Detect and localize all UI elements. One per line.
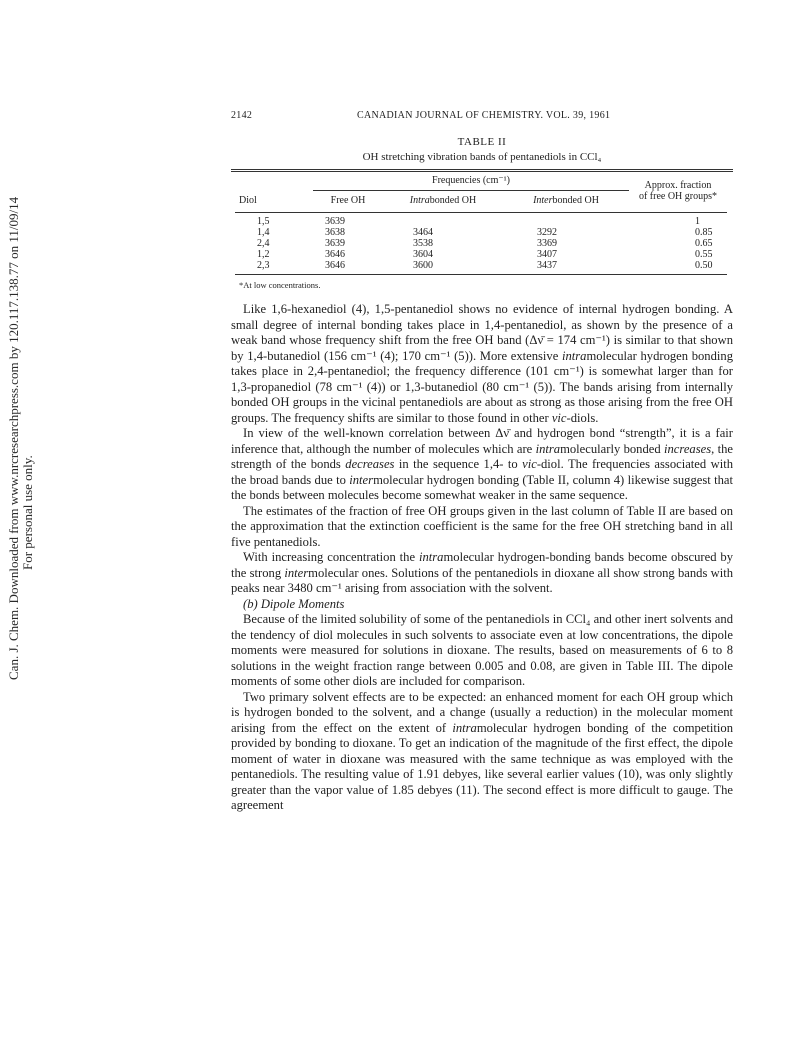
personal-use-watermark-line: For personal use only. bbox=[20, 455, 35, 570]
intra-prefix: Intra bbox=[409, 195, 430, 206]
inter-suffix: bonded OH bbox=[552, 195, 599, 206]
table-row bbox=[235, 216, 727, 227]
diol-cell: 1,4 bbox=[257, 227, 270, 238]
diol-column-header: Diol bbox=[239, 194, 257, 206]
inter-prefix: Inter bbox=[533, 195, 553, 206]
fraction-header-line-2: of free OH groups* bbox=[638, 190, 718, 202]
oh-bands-table bbox=[235, 172, 727, 275]
table-caption: OH stretching vibration bands of pentanediols in CCl₄ bbox=[362, 151, 602, 163]
paragraph: The estimates of the fraction of free OH groups given in the last column of Table II are based on the approximation that the extinction coefficient is the same for the free OH stretching band in all five pentanediols. bbox=[231, 503, 733, 549]
table-row bbox=[235, 249, 727, 260]
journal-page bbox=[231, 110, 733, 814]
intrabonded-cell: 3604 bbox=[413, 249, 433, 260]
diol-cell: 2,4 bbox=[257, 238, 270, 249]
intrabonded-cell: 3464 bbox=[413, 227, 433, 238]
intrabonded-cell bbox=[383, 216, 503, 227]
paragraph: With increasing concentration the intramolecular hydrogen-bonding bands become obscured by the strong intermolecular ones. Solutions of the pentanediols in dioxane all show strong bands with peaks near 3480 cm⁻¹ arising from association with the solvent. bbox=[231, 550, 733, 595]
interbonded-cell bbox=[503, 216, 629, 227]
table-footnote: *At low concentrations. bbox=[239, 280, 321, 290]
interbonded-column-header bbox=[503, 191, 629, 210]
interbonded-cell: 3292 bbox=[537, 227, 557, 238]
fraction-cell: 0.55 bbox=[695, 249, 713, 260]
frequencies-group-header: Frequencies (cm⁻¹) bbox=[432, 175, 510, 186]
download-watermark-line: Can. J. Chem. Downloaded from www.nrcresearchpress.com by 120.117.138.77 on 11/09/14 bbox=[6, 196, 21, 680]
interbonded-cell: 3437 bbox=[537, 260, 557, 271]
paragraph: Because of the limited solubility of some of the pentanediols in CCl₄ and other inert solvents and the tendency of diol molecules in such solvents to associate even at low concentrations, the dipole moments were measured for solutions in dioxane. The results, based on measurements of 6 to 8 solutions in the weight fraction range between 0.005 and 0.08, are given in Table III. The dipole moments of some other diols are included for comparison. bbox=[231, 612, 733, 688]
fraction-header-line-1: Approx. fraction bbox=[644, 179, 712, 191]
table-row bbox=[235, 238, 727, 249]
paragraph: In view of the well-known correlation between Δν̄ and hydrogen bond “strength”, it is a fair inference that, although the number of molecules which are intramolecularly bonded increases, the strength of the bonds decreases in the sequence 1,4- to vic-diol. The frequencies associated with the broad bands due to intermolecular hydrogen bonding (Table II, column 4) likewise suggest that the bonds between molecules become somewhat weaker in the same sequence. bbox=[231, 426, 733, 502]
free-oh-cell: 3639 bbox=[325, 238, 345, 249]
table-row bbox=[235, 260, 727, 271]
paragraph: Two primary solvent effects are to be expected: an enhanced moment for each OH group which is hydrogen bonded to the solvent, and a change (usually a reduction) in the molecular moment arising from the effect on the extent of intramolecular hydrogen bonding of the competition provided by bonding to dioxane. To get an indication of the magnitude of the first effect, the dipole moment of water in dioxane was measured with the same technique as was employed with the pentanediols. The resulting value of 1.91 debyes, like several earlier values (10), was only slightly greater than the vapor value of 1.85 debyes (11). The second effect is more difficult to gauge. The agreement bbox=[231, 689, 733, 812]
paragraph: Like 1,6-hexanediol (4), 1,5-pentanediol shows no evidence of internal hydrogen bonding. A small degree of internal bonding takes place in 1,4-pentanediol, as shown by the presence of a weak band whose frequency shift from the free OH band (Δν̄ = 174 cm⁻¹) is similar to that shown by 1,4-butanediol (156 cm⁻¹ (4); 170 cm⁻¹ (5)). More extensive intramolecular hydrogen bonding takes place in 2,4-pentanediol; the frequency difference (101 cm⁻¹) is somewhat larger than for 1,3-propanediol (78 cm⁻¹ (4)) or 1,3-butanediol (80 cm⁻¹ (5)). The bands arising from internally bonded OH groups in the vicinal pentanediols are about as strong as those arising from the free OH groups. The frequency shifts are similar to those found in other vic-diols. bbox=[231, 302, 733, 425]
running-head bbox=[231, 110, 733, 126]
table-title: TABLE II bbox=[457, 136, 507, 148]
fraction-cell: 1 bbox=[695, 216, 700, 227]
diol-cell: 2,3 bbox=[257, 260, 270, 271]
fraction-cell: 0.50 bbox=[695, 260, 713, 271]
free-oh-cell: 3639 bbox=[325, 216, 345, 227]
download-watermark bbox=[2, 140, 46, 1040]
article-body bbox=[231, 302, 733, 814]
fraction-cell: 0.65 bbox=[695, 238, 713, 249]
table-header-row-1 bbox=[235, 172, 727, 186]
table-bottom-rule bbox=[235, 271, 727, 275]
free-oh-cell: 3638 bbox=[325, 227, 345, 238]
intrabonded-column-header bbox=[383, 191, 503, 210]
intrabonded-cell: 3600 bbox=[413, 260, 433, 271]
intrabonded-cell: 3538 bbox=[413, 238, 433, 249]
diol-cell: 1,2 bbox=[257, 249, 270, 260]
interbonded-cell: 3369 bbox=[537, 238, 557, 249]
free-oh-column-header: Free OH bbox=[330, 195, 366, 206]
section-subheading: (b) Dipole Moments bbox=[243, 596, 345, 611]
intra-suffix: bonded OH bbox=[429, 195, 477, 206]
page-number: 2142 bbox=[231, 110, 253, 121]
diol-cell: 1,5 bbox=[257, 216, 270, 227]
free-oh-cell: 3646 bbox=[325, 249, 345, 260]
interbonded-cell: 3407 bbox=[537, 249, 557, 260]
table-row bbox=[235, 227, 727, 238]
free-oh-cell: 3646 bbox=[325, 260, 345, 271]
fraction-cell: 0.85 bbox=[695, 227, 713, 238]
journal-title: CANADIAN JOURNAL OF CHEMISTRY. VOL. 39, 1961 bbox=[357, 110, 611, 121]
fraction-column-header bbox=[629, 172, 727, 209]
